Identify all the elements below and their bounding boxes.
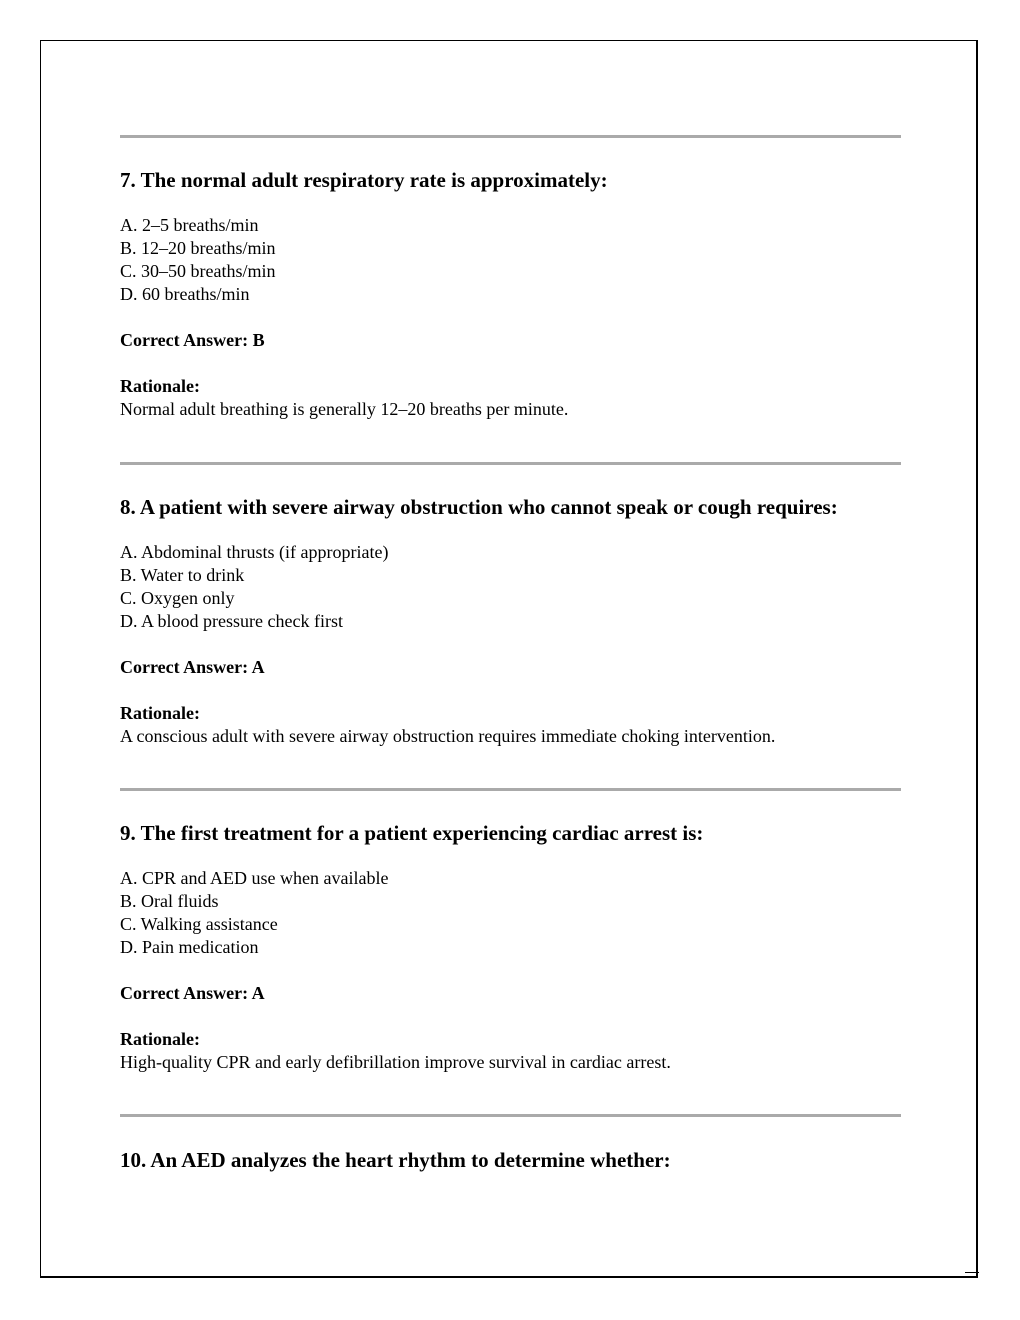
rationale-label: Rationale: [120, 703, 200, 723]
answer-options [120, 867, 901, 959]
option-d: D. A blood pressure check first [120, 611, 343, 631]
option-c: C. 30–50 breaths/min [120, 261, 276, 281]
rationale-label: Rationale: [120, 1029, 200, 1049]
question-title: 9. The first treatment for a patient experiencing cardiac arrest is: [120, 821, 704, 845]
section-divider [120, 1114, 901, 1117]
section-divider [120, 788, 901, 791]
correct-answer: Correct Answer: A [120, 983, 265, 1003]
crop-mark-bottom-right [965, 1272, 979, 1273]
crop-mark-top-right [965, 40, 977, 41]
question-title: 8. A patient with severe airway obstruction who cannot speak or cough requires: [120, 495, 838, 519]
correct-answer: Correct Answer: B [120, 330, 265, 350]
question-8 [120, 494, 901, 748]
option-d: D. Pain medication [120, 937, 259, 957]
option-b: B. Water to drink [120, 565, 245, 585]
question-10 [120, 1147, 901, 1173]
option-a: A. 2–5 breaths/min [120, 215, 259, 235]
answer-options [120, 541, 901, 633]
section-divider [120, 462, 901, 465]
rationale-text: Normal adult breathing is generally 12–20 breaths per minute. [120, 399, 569, 419]
question-7 [120, 167, 901, 421]
correct-answer: Correct Answer: A [120, 657, 265, 677]
question-9 [120, 820, 901, 1074]
answer-options [120, 214, 901, 306]
option-d: D. 60 breaths/min [120, 284, 250, 304]
question-title: 10. An AED analyzes the heart rhythm to determine whether: [120, 1148, 671, 1172]
option-a: A. Abdominal thrusts (if appropriate) [120, 542, 389, 562]
rationale-text: A conscious adult with severe airway obstruction requires immediate choking intervention. [120, 726, 776, 746]
question-title: 7. The normal adult respiratory rate is approximately: [120, 168, 608, 192]
rationale-label: Rationale: [120, 376, 200, 396]
option-a: A. CPR and AED use when available [120, 868, 389, 888]
crop-mark-bottom-left [40, 1248, 41, 1272]
section-divider [120, 135, 901, 138]
option-c: C. Oxygen only [120, 588, 235, 608]
option-b: B. Oral fluids [120, 891, 219, 911]
rationale-text: High-quality CPR and early defibrillation improve survival in cardiac arrest. [120, 1052, 671, 1072]
option-c: C. Walking assistance [120, 914, 278, 934]
option-b: B. 12–20 breaths/min [120, 238, 276, 258]
